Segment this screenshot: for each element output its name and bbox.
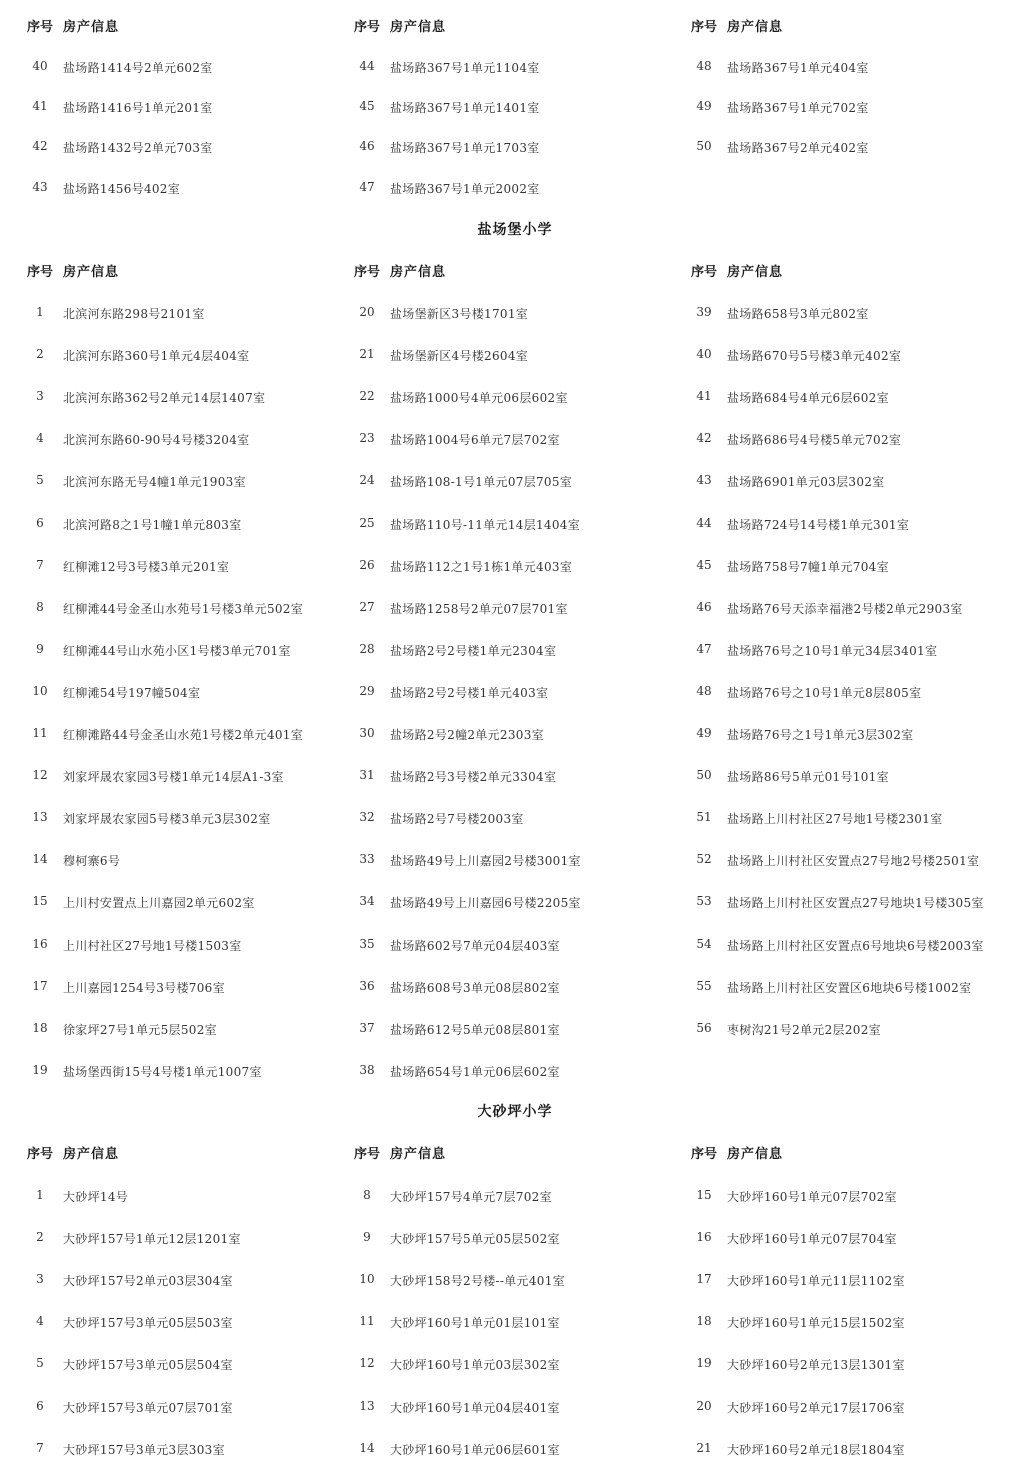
property-address: 盐场路1414号2单元602室 xyxy=(63,61,213,75)
row-number: 14 xyxy=(32,852,48,867)
row-number: 54 xyxy=(696,936,712,951)
property-address: 盐场路112之1号1栋1单元403室 xyxy=(390,559,573,574)
table-row xyxy=(25,1060,365,1080)
header-info-label: 房产信息 xyxy=(63,20,120,35)
property-address: 盐场路724号14号楼1单元301室 xyxy=(727,517,910,532)
row-number: 32 xyxy=(359,810,375,825)
row-number: 48 xyxy=(696,59,712,73)
row-number: 39 xyxy=(696,305,712,319)
property-address: 盐场路1000号4单元06层602室 xyxy=(390,391,568,406)
property-address: 盐场路86号5单元01号101室 xyxy=(727,770,889,785)
row-number: 7 xyxy=(36,1440,44,1455)
table-row xyxy=(25,807,365,827)
property-address: 盐场路367号1单元1703室 xyxy=(390,141,540,156)
row-number: 42 xyxy=(32,139,48,154)
table-row xyxy=(25,723,365,743)
header-number-label: 序号 xyxy=(353,20,380,35)
header-number-label: 序号 xyxy=(690,1147,717,1162)
property-address: 盐场堡新区3号楼1701室 xyxy=(390,307,529,321)
property-address: 盐场路602号7单元04层403室 xyxy=(390,938,560,953)
column-header xyxy=(25,261,365,281)
table-row xyxy=(25,765,365,785)
property-address: 盐场路608号3单元08层802室 xyxy=(390,980,560,995)
table-row xyxy=(352,136,692,156)
property-address: 盐场路2号3号楼2单元3304室 xyxy=(390,770,557,785)
row-number: 52 xyxy=(696,852,712,867)
header-info-label: 房产信息 xyxy=(390,20,447,35)
row-number: 11 xyxy=(359,1314,375,1329)
row-number: 27 xyxy=(359,599,375,614)
property-address: 北滨河路8之1号1幢1单元803室 xyxy=(63,517,242,532)
header-number-label: 序号 xyxy=(690,265,717,280)
property-address: 大砂坪157号3单元05层503室 xyxy=(63,1316,233,1331)
column-header xyxy=(689,1143,1029,1163)
property-address: 盐场路684号4单元6层602室 xyxy=(727,391,889,406)
header-number-label: 序号 xyxy=(26,20,53,35)
property-address: 盐场路上川村社区27号地1号楼2301室 xyxy=(727,812,943,827)
property-address: 北滨河东路298号2101室 xyxy=(63,307,205,321)
row-number: 41 xyxy=(696,389,712,404)
column-header xyxy=(689,16,1029,36)
property-address: 盐场路49号上川嘉园6号楼2205室 xyxy=(390,896,581,911)
table-row xyxy=(25,1018,365,1038)
property-address: 刘家坪晟农家园3号楼1单元14层A1-3室 xyxy=(63,770,284,785)
property-address: 盐场路49号上川嘉园2号楼3001室 xyxy=(390,854,581,869)
header-number-label: 序号 xyxy=(353,265,380,280)
row-number: 56 xyxy=(696,1020,712,1035)
property-address: 盐场路654号1单元06层602室 xyxy=(390,1064,560,1079)
property-address: 大砂坪157号4单元7层702室 xyxy=(390,1190,552,1204)
table-row xyxy=(689,681,1029,701)
row-number: 18 xyxy=(32,1020,48,1035)
property-address: 盐场路上川村社区安置点6号地块6号楼2003室 xyxy=(727,938,984,953)
table-row xyxy=(352,1311,692,1331)
property-address: 红柳滩路44号金圣山水苑1号楼2单元401室 xyxy=(63,728,304,742)
property-address: 大砂坪160号1单元01层101室 xyxy=(390,1316,560,1331)
row-number: 13 xyxy=(359,1398,375,1413)
row-number: 9 xyxy=(363,1230,371,1245)
table-row xyxy=(689,1396,1029,1416)
row-number: 5 xyxy=(36,473,44,488)
table-row xyxy=(25,56,365,76)
property-address: 盐场路1258号2单元07层701室 xyxy=(390,601,568,616)
row-number: 22 xyxy=(359,389,375,404)
row-number: 5 xyxy=(36,1356,44,1371)
table-row xyxy=(689,807,1029,827)
row-number: 35 xyxy=(359,936,375,951)
property-address: 盐场路1004号6单元7层702室 xyxy=(390,433,560,448)
property-address: 盐场路686号4号楼5单元702室 xyxy=(727,433,902,448)
row-number: 30 xyxy=(359,726,375,740)
property-address: 盐场路上川村社区安置点27号地2号楼2501室 xyxy=(727,854,980,869)
table-row xyxy=(689,1311,1029,1331)
property-address: 大砂坪157号1单元12层1201室 xyxy=(63,1232,241,1247)
table-row xyxy=(25,513,365,533)
row-number: 9 xyxy=(36,641,44,656)
property-address: 红柳滩12号3号楼3单元201室 xyxy=(63,559,230,574)
property-address: 大砂坪160号2单元17层1706室 xyxy=(727,1400,905,1415)
property-address: 上川村安置点上川嘉园2单元602室 xyxy=(63,896,255,911)
table-row xyxy=(689,136,1029,156)
table-row xyxy=(689,976,1029,996)
table-row xyxy=(352,681,692,701)
table-row xyxy=(352,639,692,659)
table-row xyxy=(25,302,365,322)
table-row xyxy=(25,1311,365,1331)
row-number: 31 xyxy=(359,768,375,783)
property-address: 大砂坪160号1单元04层401室 xyxy=(390,1400,560,1415)
table-row xyxy=(689,1185,1029,1205)
header-info-label: 房产信息 xyxy=(390,1147,447,1162)
property-address: 大砂坪157号3单元3层303室 xyxy=(63,1442,225,1457)
row-number: 51 xyxy=(696,810,712,825)
property-address: 大砂坪160号1单元07层704室 xyxy=(727,1232,897,1247)
table-row xyxy=(25,96,365,116)
row-number: 40 xyxy=(696,347,712,362)
row-number: 45 xyxy=(696,557,712,572)
property-address: 盐场路2号7号楼2003室 xyxy=(390,812,524,827)
table-row xyxy=(689,470,1029,490)
row-number: 4 xyxy=(36,431,44,446)
row-number: 3 xyxy=(36,1272,44,1287)
property-address: 盐场路612号5单元08层801室 xyxy=(390,1022,560,1037)
table-row xyxy=(25,681,365,701)
row-number: 17 xyxy=(696,1272,712,1287)
table-row xyxy=(352,723,692,743)
table-row xyxy=(25,934,365,954)
table-row xyxy=(25,976,365,996)
row-number: 6 xyxy=(36,515,44,530)
header-info-label: 房产信息 xyxy=(727,1147,784,1162)
table-row xyxy=(689,1227,1029,1247)
table-row xyxy=(352,344,692,364)
table-row xyxy=(689,555,1029,575)
table-row xyxy=(352,1438,692,1458)
table-row xyxy=(25,891,365,911)
property-address: 盐场堡西街15号4号楼1单元1007室 xyxy=(63,1064,262,1079)
row-number: 3 xyxy=(36,389,44,404)
property-address: 北滨河东路无号4幢1单元1903室 xyxy=(63,475,246,490)
table-row xyxy=(352,1060,692,1080)
row-number: 50 xyxy=(696,139,712,154)
table-row xyxy=(689,344,1029,364)
property-address: 盐场路76号之10号1单元34层3401室 xyxy=(727,643,938,658)
table-row xyxy=(25,428,365,448)
table-row xyxy=(689,639,1029,659)
table-row xyxy=(352,807,692,827)
property-address: 盐场路658号3单元802室 xyxy=(727,307,869,321)
header-info-label: 房产信息 xyxy=(727,265,784,280)
table-row xyxy=(352,1396,692,1416)
row-number: 44 xyxy=(696,515,712,530)
property-address: 北滨河东路60-90号4号楼3204室 xyxy=(63,433,250,448)
row-number: 34 xyxy=(359,894,375,909)
property-address: 盐场路1456号402室 xyxy=(63,181,181,196)
table-row xyxy=(352,386,692,406)
row-number: 33 xyxy=(359,852,375,867)
table-row xyxy=(352,597,692,617)
row-number: 23 xyxy=(359,431,375,446)
row-number: 49 xyxy=(696,726,712,740)
row-number: 20 xyxy=(359,305,375,319)
row-number: 15 xyxy=(32,894,48,909)
header-number-label: 序号 xyxy=(26,265,53,280)
column-header xyxy=(352,16,692,36)
table-row xyxy=(25,1227,365,1247)
property-address: 大砂坪160号1单元11层1102室 xyxy=(727,1274,905,1289)
table-row xyxy=(689,1353,1029,1373)
row-number: 50 xyxy=(696,768,712,783)
property-address: 大砂坪160号1单元03层302室 xyxy=(390,1358,560,1373)
property-address: 盐场路367号1单元702室 xyxy=(727,101,869,116)
table-row xyxy=(25,177,365,197)
row-number: 21 xyxy=(359,347,375,362)
row-number: 25 xyxy=(359,515,375,530)
header-info-label: 房产信息 xyxy=(727,20,784,35)
table-row xyxy=(352,555,692,575)
row-number: 12 xyxy=(32,768,48,783)
table-row xyxy=(352,1269,692,1289)
row-number: 18 xyxy=(696,1314,712,1329)
property-address: 红柳滩44号金圣山水苑号1号楼3单元502室 xyxy=(63,601,304,616)
table-row xyxy=(689,302,1029,322)
header-number-label: 序号 xyxy=(353,1147,380,1162)
table-row xyxy=(689,386,1029,406)
property-address: 盐场路1432号2单元703室 xyxy=(63,141,213,156)
property-address: 大砂坪160号1单元07层702室 xyxy=(727,1190,897,1204)
header-info-label: 房产信息 xyxy=(63,1147,120,1162)
property-address: 北滨河东路362号2单元14层1407室 xyxy=(63,391,266,406)
table-row xyxy=(352,1227,692,1247)
table-row xyxy=(25,470,365,490)
header-number-label: 序号 xyxy=(690,20,717,35)
property-address: 盐场路76号之1号1单元3层302室 xyxy=(727,728,914,742)
row-number: 43 xyxy=(32,179,48,194)
property-address: 盐场路367号1单元1104室 xyxy=(390,61,540,75)
property-address: 盐场路367号1单元2002室 xyxy=(390,181,540,196)
table-row xyxy=(25,1353,365,1373)
property-address: 红柳滩44号山水苑小区1号楼3单元701室 xyxy=(63,643,291,658)
table-row xyxy=(352,428,692,448)
row-number: 20 xyxy=(696,1398,712,1413)
property-address: 盐场路367号2单元402室 xyxy=(727,141,869,156)
table-row xyxy=(689,428,1029,448)
table-row xyxy=(352,1018,692,1038)
row-number: 21 xyxy=(696,1440,712,1455)
row-number: 14 xyxy=(359,1440,375,1455)
row-number: 42 xyxy=(696,431,712,446)
table-row xyxy=(352,1185,692,1205)
row-number: 41 xyxy=(32,99,48,114)
property-address: 上川嘉园1254号3号楼706室 xyxy=(63,980,225,995)
property-address: 盐场堡新区4号楼2604室 xyxy=(390,349,529,364)
row-number: 10 xyxy=(32,683,48,698)
property-address: 盐场路758号7幢1单元704室 xyxy=(727,559,889,574)
property-address: 大砂坪14号 xyxy=(63,1190,129,1204)
property-address: 上川村社区27号地1号楼1503室 xyxy=(63,938,242,953)
table-row xyxy=(689,849,1029,869)
header-info-label: 房产信息 xyxy=(63,265,120,280)
table-row xyxy=(689,1018,1029,1038)
property-address: 盐场路2号2号楼1单元2304室 xyxy=(390,643,557,658)
property-address: 徐家坪27号1单元5层502室 xyxy=(63,1022,217,1037)
table-row xyxy=(352,56,692,76)
table-row xyxy=(689,765,1029,785)
table-row xyxy=(25,136,365,156)
property-address: 盐场路2号2号楼1单元403室 xyxy=(390,685,549,700)
row-number: 11 xyxy=(32,726,48,740)
table-row xyxy=(352,513,692,533)
property-address: 盐场路367号1单元404室 xyxy=(727,61,869,75)
table-row xyxy=(25,344,365,364)
property-address: 盐场路上川村社区安置区6地块6号楼1002室 xyxy=(727,980,972,995)
row-number: 48 xyxy=(696,683,712,698)
table-row xyxy=(689,934,1029,954)
property-address: 盐场路76号之10号1单元8层805室 xyxy=(727,685,922,700)
table-row xyxy=(25,849,365,869)
property-address: 穆柯寨6号 xyxy=(63,854,121,869)
property-address: 大砂坪157号3单元07层701室 xyxy=(63,1400,233,1415)
row-number: 1 xyxy=(36,305,44,319)
row-number: 17 xyxy=(32,978,48,993)
table-row xyxy=(25,1269,365,1289)
section-title: 盐场堡小学 xyxy=(477,222,553,238)
section-title: 大砂坪小学 xyxy=(477,1104,553,1120)
property-address: 红柳滩54号197幢504室 xyxy=(63,685,201,700)
row-number: 49 xyxy=(696,99,712,114)
row-number: 46 xyxy=(696,599,712,614)
property-address: 盐场路76号天添幸福港2号楼2单元2903室 xyxy=(727,601,963,616)
row-number: 38 xyxy=(359,1062,375,1077)
property-address: 大砂坪160号2单元18层1804室 xyxy=(727,1442,905,1457)
property-address: 盐场路1416号1单元201室 xyxy=(63,101,213,116)
table-row xyxy=(352,976,692,996)
row-number: 10 xyxy=(359,1272,375,1287)
table-row xyxy=(689,891,1029,911)
row-number: 45 xyxy=(359,99,375,114)
table-row xyxy=(25,386,365,406)
table-row xyxy=(689,597,1029,617)
row-number: 28 xyxy=(359,641,375,656)
row-number: 43 xyxy=(696,473,712,488)
table-row xyxy=(25,639,365,659)
column-header xyxy=(689,261,1029,281)
table-row xyxy=(25,1185,365,1205)
table-row xyxy=(352,1353,692,1373)
row-number: 13 xyxy=(32,810,48,825)
column-header xyxy=(25,1143,365,1163)
row-number: 29 xyxy=(359,683,375,698)
row-number: 16 xyxy=(32,936,48,951)
property-address: 大砂坪157号2单元03层304室 xyxy=(63,1274,233,1289)
property-address: 刘家坪晟农家园5号楼3单元3层302室 xyxy=(63,812,271,827)
row-number: 55 xyxy=(696,978,712,993)
table-row xyxy=(689,723,1029,743)
table-row xyxy=(352,96,692,116)
row-number: 40 xyxy=(32,59,48,73)
table-row xyxy=(25,1396,365,1416)
row-number: 12 xyxy=(359,1356,375,1371)
table-row xyxy=(25,555,365,575)
table-row xyxy=(689,513,1029,533)
row-number: 53 xyxy=(696,894,712,909)
table-row xyxy=(689,56,1029,76)
table-row xyxy=(25,597,365,617)
table-row xyxy=(352,177,692,197)
row-number: 26 xyxy=(359,557,375,572)
row-number: 47 xyxy=(696,641,712,656)
column-header xyxy=(352,261,692,281)
row-number: 19 xyxy=(32,1062,48,1077)
property-address: 盐场路108-1号1单元07层705室 xyxy=(390,475,573,490)
table-row xyxy=(352,470,692,490)
row-number: 24 xyxy=(359,473,375,488)
row-number: 47 xyxy=(359,179,375,194)
property-address: 盐场路上川村社区安置点27号地块1号楼305室 xyxy=(727,896,984,911)
column-header xyxy=(25,16,365,36)
row-number: 2 xyxy=(36,347,44,362)
row-number: 4 xyxy=(36,1314,44,1329)
table-row xyxy=(352,302,692,322)
table-row xyxy=(352,891,692,911)
table-row xyxy=(25,1438,365,1458)
row-number: 37 xyxy=(359,1020,375,1035)
table-row xyxy=(352,765,692,785)
row-number: 16 xyxy=(696,1230,712,1245)
row-number: 36 xyxy=(359,978,375,993)
row-number: 8 xyxy=(36,599,44,614)
row-number: 6 xyxy=(36,1398,44,1413)
property-address: 大砂坪158号2号楼--单元401室 xyxy=(390,1274,565,1289)
row-number: 15 xyxy=(696,1188,712,1202)
row-number: 44 xyxy=(359,59,375,73)
property-address: 大砂坪160号1单元15层1502室 xyxy=(727,1316,905,1331)
property-address: 大砂坪160号1单元06层601室 xyxy=(390,1442,560,1457)
property-address: 北滨河东路360号1单元4层404室 xyxy=(63,349,250,364)
row-number: 1 xyxy=(36,1188,44,1202)
header-number-label: 序号 xyxy=(26,1147,53,1162)
table-row xyxy=(689,96,1029,116)
property-address: 大砂坪157号3单元05层504室 xyxy=(63,1358,233,1373)
property-address: 盐场路6901单元03层302室 xyxy=(727,475,885,490)
table-row xyxy=(689,1269,1029,1289)
property-address: 盐场路367号1单元1401室 xyxy=(390,101,540,116)
property-address: 盐场路2号2幢2单元2303室 xyxy=(390,728,544,742)
property-address: 枣树沟21号2单元2层202室 xyxy=(727,1022,881,1037)
property-address: 盐场路670号5号楼3单元402室 xyxy=(727,349,902,364)
property-address: 盐场路110号-11单元14层1404室 xyxy=(390,517,581,532)
row-number: 19 xyxy=(696,1356,712,1371)
table-row xyxy=(352,934,692,954)
table-row xyxy=(352,849,692,869)
table-row xyxy=(689,1438,1029,1458)
property-address: 大砂坪157号5单元05层502室 xyxy=(390,1232,560,1247)
row-number: 7 xyxy=(36,557,44,572)
row-number: 8 xyxy=(363,1188,371,1202)
header-info-label: 房产信息 xyxy=(390,265,447,280)
row-number: 46 xyxy=(359,139,375,154)
property-address: 大砂坪160号2单元13层1301室 xyxy=(727,1358,905,1373)
row-number: 2 xyxy=(36,1230,44,1245)
column-header xyxy=(352,1143,692,1163)
